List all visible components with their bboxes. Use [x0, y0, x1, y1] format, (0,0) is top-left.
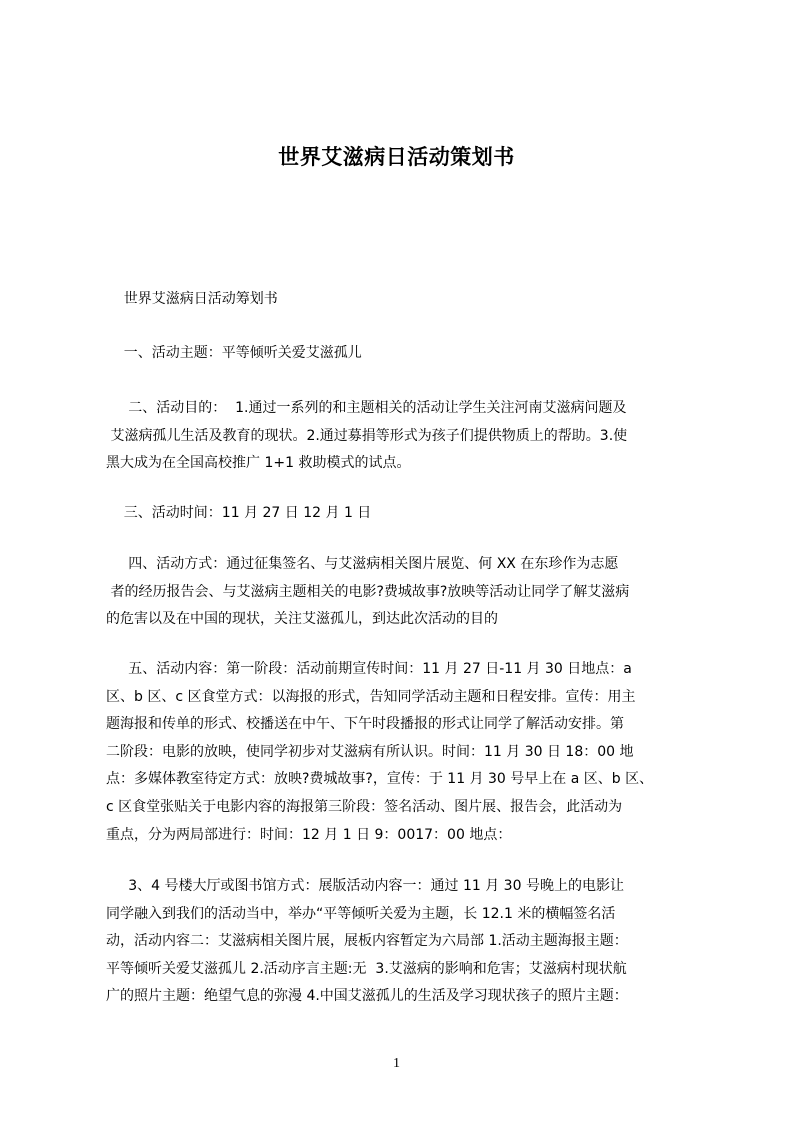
paragraph-content	[106, 656, 697, 849]
paragraph-venue	[106, 873, 697, 1011]
text-line: 黑大成为在全国高校推广 1+1 救助模式的试点。	[106, 455, 411, 472]
text-line: 广的照片主题：绝望气息的弥漫 4.中国艾滋孤儿的生活及学习现状孩子的照片主题：	[106, 988, 628, 1005]
text-line: 五、活动内容：第一阶段：活动前期宣传时间：11 月 27 日-11 月 30 日地点：a	[106, 661, 632, 677]
paragraph-time	[106, 500, 697, 528]
text-line: 3、4 号楼大厅或图书馆方式：展版活动内容一：通过 11 月 30 号晚上的电影让	[106, 878, 624, 894]
text-line: 重点，分为两局部进行：时间：12 月 1 日 9：0017：00 地点：	[106, 826, 512, 843]
text-line: 二阶段：电影的放映，使同学初步对艾滋病有所认识。时间：11 月 30 日 18：00 地	[106, 743, 634, 760]
paragraph-subtitle	[106, 286, 697, 314]
document-title: 世界艾滋病日活动策划书	[278, 145, 515, 169]
text-line: c 区食堂张贴关于电影内容的海报第三阶段：签名活动、图片展、报告会，此活动为	[106, 798, 623, 815]
paragraph-purpose	[106, 395, 697, 478]
text-line: 艾滋病孤儿生活及教育的现状。2.通过募捐等形式为孩子们提供物质上的帮助。3.使	[106, 427, 628, 444]
page-number: 1	[393, 1056, 400, 1071]
text-line: 点：多媒体教室待定方式：放映?费城故事?，宣传：于 11 月 30 号早上在 a 区、b 区、	[106, 771, 654, 788]
text-line: 四、活动方式：通过征集签名、与艾滋病相关图片展览、何 XX 在东珍作为志愿	[106, 556, 619, 572]
text-line: 的危害以及在中国的现状，关注艾滋孤儿，到达此次活动的目的	[106, 611, 498, 628]
paragraph-method	[106, 551, 697, 634]
text-line: 者的经历报告会、与艾滋病主题相关的电影?费城故事?放映等活动让同学了解艾滋病	[106, 583, 630, 600]
text-line: 三、活动时间：11 月 27 日 12 月 1 日	[106, 505, 372, 521]
text-line: 世界艾滋病日活动筹划书	[106, 291, 278, 307]
text-line: 区、b 区、c 区食堂方式：以海报的形式，告知同学活动主题和日程安排。宣传：用主	[106, 688, 636, 705]
text-line: 二、活动目的： 1.通过一系列的和主题相关的活动让学生关注河南艾滋病问题及	[106, 400, 627, 416]
text-line: 动，活动内容二：艾滋病相关图片展，展板内容暂定为六局部 1.活动主题海报主题：	[106, 933, 628, 950]
text-line: 一、活动主题：平等倾听关爱艾滋孤儿	[106, 345, 362, 361]
text-line: 题海报和传单的形式、校播送在中午、下午时段播报的形式让同学了解活动安排。第	[106, 716, 624, 733]
text-line: 平等倾听关爱艾滋孤儿 2.活动序言主题:无 3.艾滋病的影响和危害；艾滋病村现状航	[106, 960, 627, 977]
paragraph-theme	[106, 340, 697, 368]
text-line: 同学融入到我们的活动当中，举办“平等倾听关爱为主题，长 12.1 米的横幅签名活	[106, 905, 616, 922]
